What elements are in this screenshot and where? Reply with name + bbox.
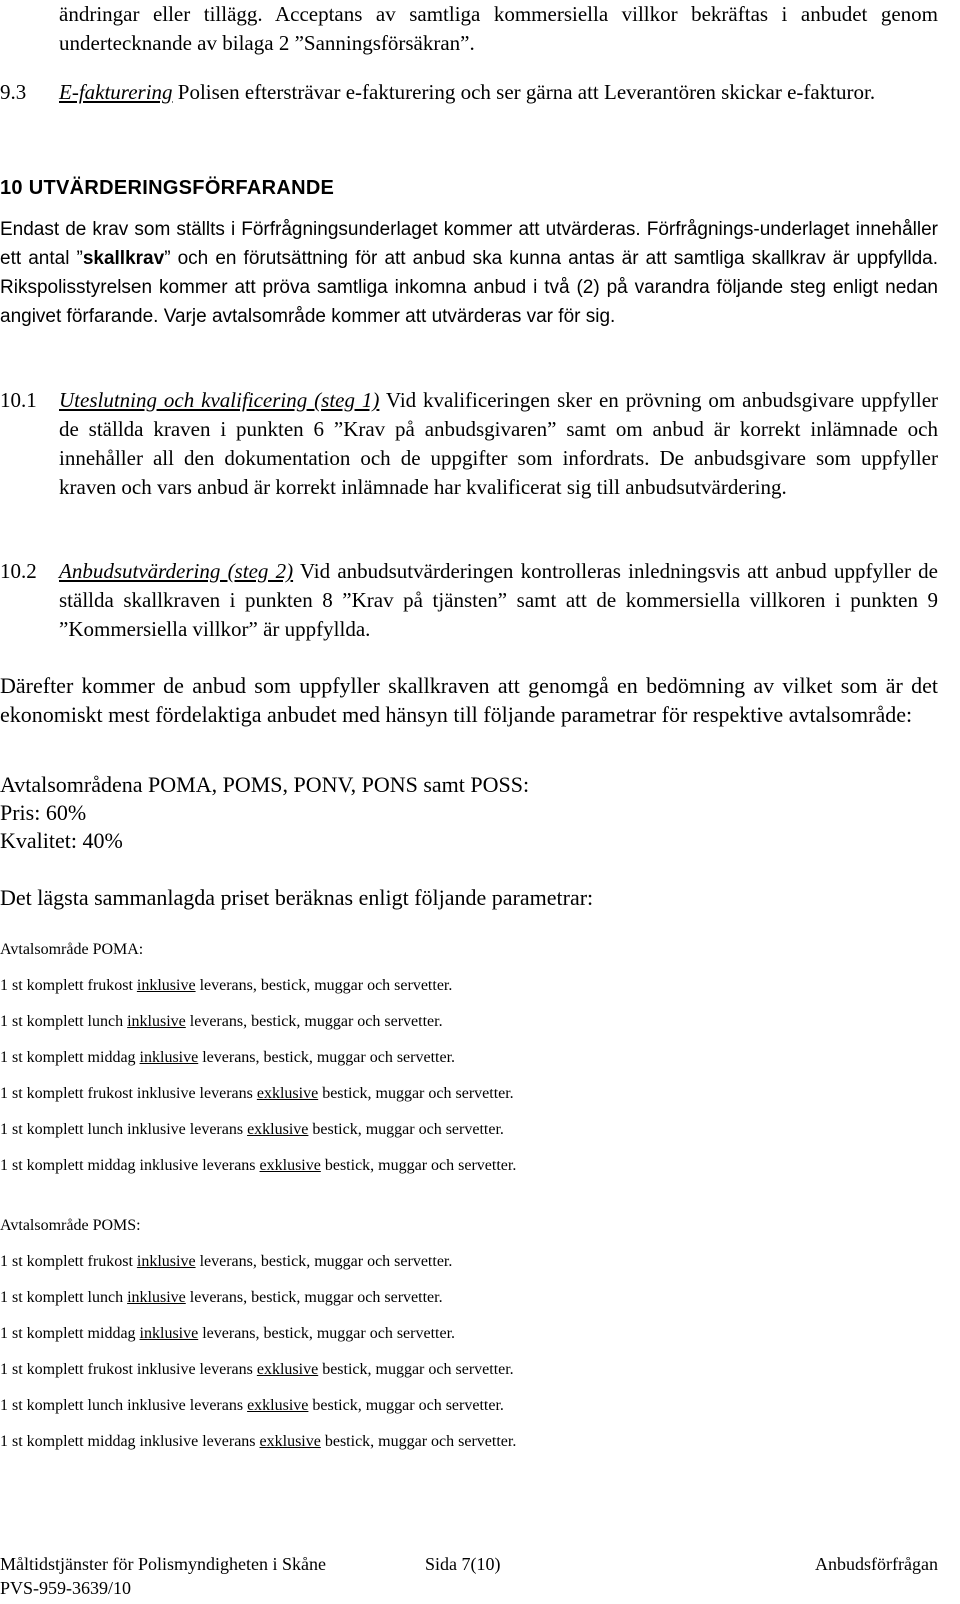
- item-text: 1 st komplett lunch: [0, 1289, 128, 1306]
- item-text: 1 st komplett lunch inklusive leverans: [0, 1397, 248, 1414]
- item-text: 1 st komplett frukost inklusive leverans: [0, 1361, 257, 1378]
- item-underlined: exklusive: [259, 1433, 321, 1450]
- evaluation-paragraph: Därefter kommer de anbud som uppfyller skallkraven att genomgå en bedömning av vilket som är det ekonomiskt mest fördelaktiga anbudet med hänsyn till följande parametrar för respektive avtalsområde:: [0, 673, 938, 727]
- price-weight: Pris: 60%: [0, 800, 87, 825]
- list-item: [0, 1252, 452, 1272]
- section-text: Vid anbudsutvärderingen kontrolleras inledningsvis att anbud uppfyller de ställda skallkraven i punkten 8 ”Krav på tjänsten” samt att de kommersiella villkoren i punkten 9 ”Kommersiella villkor” är uppfyllda.: [59, 559, 938, 641]
- section-9-3-paragraph: [59, 78, 938, 107]
- section-title: Uteslutning och kvalificering (steg 1): [59, 388, 380, 412]
- list-item: [0, 1084, 514, 1104]
- item-text: bestick, muggar och servetter.: [308, 1397, 504, 1414]
- poms-title: Avtalsområde POMS:: [0, 1217, 141, 1234]
- section-title: Anbudsutvärdering (steg 2): [59, 559, 294, 583]
- item-underlined: inklusive: [136, 977, 196, 994]
- list-item: [0, 1324, 455, 1344]
- item-text: leverans, bestick, muggar och servetter.: [195, 1253, 453, 1270]
- list-item: [0, 1396, 504, 1416]
- section-10-paragraph: [0, 215, 938, 331]
- quality-weight: Kvalitet: 40%: [0, 828, 123, 853]
- intro-text: ändringar eller tillägg. Acceptans av samtliga kommersiella villkor bekräftas i anbudet genom undertecknande av bilaga 2 ”Sanningsförsäkran”.: [59, 2, 938, 55]
- item-text: bestick, muggar och servetter.: [308, 1121, 504, 1138]
- item-text: bestick, muggar och servetter.: [320, 1433, 517, 1450]
- footer-page-number: Sida 7(10): [425, 1554, 501, 1574]
- item-underlined: exklusive: [256, 1361, 319, 1378]
- section-text: Polisen eftersträvar e-fakturering och ser gärna att Leverantören skickar e-fakturor.: [172, 80, 876, 104]
- item-underlined: inklusive: [127, 1013, 186, 1030]
- section-number: 10.1: [0, 388, 37, 412]
- intro-paragraph: [59, 0, 938, 58]
- poma-title: Avtalsområde POMA:: [0, 941, 144, 958]
- item-text: 1 st komplett middag: [0, 1049, 140, 1066]
- item-underlined: inklusive: [139, 1325, 199, 1342]
- item-underlined: inklusive: [127, 1289, 186, 1306]
- section-text: Vid kvalificeringen sker en prövning om anbudsgivare uppfyller de ställda kraven i punkten 6 ”Krav på anbudsgivaren” samt om anbud är korrekt inlämnade och innehåller all den dokumentation och de uppgifter som infordrats. De anbudsgivare som uppfyller kraven och vars anbud är korrekt inlämnade har kvalificerat sig till anbudsutvärdering.: [59, 388, 939, 499]
- item-underlined: inklusive: [136, 1253, 196, 1270]
- areas-line: Avtalsområdena POMA, POMS, PONV, PONS samt POSS:: [0, 772, 530, 797]
- section-title: E-fakturering: [59, 80, 173, 104]
- item-text: 1 st komplett middag: [0, 1325, 140, 1342]
- item-text: leverans, bestick, muggar och servetter.: [198, 1325, 456, 1342]
- section-10-heading: [0, 174, 334, 203]
- item-text: 1 st komplett frukost: [0, 1253, 137, 1270]
- item-text: leverans, bestick, muggar och servetter.: [195, 977, 453, 994]
- item-underlined: exklusive: [247, 1121, 309, 1138]
- list-item: [0, 1432, 516, 1452]
- footer-title: Måltidstjänster för Polismyndigheten i Skåne: [0, 1554, 326, 1574]
- section-10-2-paragraph: [59, 557, 938, 644]
- item-text: bestick, muggar och servetter.: [318, 1085, 514, 1102]
- item-text: bestick, muggar och servetter.: [318, 1361, 514, 1378]
- item-underlined: inklusive: [139, 1049, 199, 1066]
- p1-bold: skallkrav: [82, 248, 165, 269]
- list-item: [0, 1012, 443, 1032]
- heading-text: 10 UTVÄRDERINGSFÖRFARANDE: [0, 177, 335, 199]
- footer-reference: PVS-959-3639/10: [0, 1578, 132, 1598]
- list-item: [0, 1156, 516, 1176]
- item-text: 1 st komplett middag inklusive leverans: [0, 1157, 260, 1174]
- section-number: 10.2: [0, 559, 37, 583]
- list-item: [0, 1360, 514, 1380]
- item-text: 1 st komplett lunch: [0, 1013, 128, 1030]
- list-item: [0, 1288, 443, 1308]
- item-text: leverans, bestick, muggar och servetter.: [198, 1049, 456, 1066]
- lowest-price-line: Det lägsta sammanlagda priset beräknas enligt följande parametrar:: [0, 885, 594, 910]
- list-item: [0, 1120, 504, 1140]
- item-underlined: exklusive: [247, 1397, 309, 1414]
- list-item: [0, 1048, 455, 1068]
- section-number: 9.3: [0, 80, 27, 104]
- item-text: leverans, bestick, muggar och servetter.: [185, 1289, 443, 1306]
- item-underlined: exklusive: [259, 1157, 321, 1174]
- item-text: 1 st komplett frukost: [0, 977, 137, 994]
- item-text: bestick, muggar och servetter.: [320, 1157, 517, 1174]
- item-text: 1 st komplett middag inklusive leverans: [0, 1433, 260, 1450]
- item-underlined: exklusive: [256, 1085, 319, 1102]
- item-text: leverans, bestick, muggar och servetter.: [185, 1013, 443, 1030]
- p1-part-a: Endast de krav som ställts i Förfrågningsunderlaget kommer att utvärderas. Förfrågnings-underlaget innehåller ett antal ”: [0, 219, 938, 269]
- item-text: 1 st komplett frukost inklusive leverans: [0, 1085, 257, 1102]
- p1-part-b: ” och en förutsättning för att anbud ska kunna antas är att samtliga skallkrav är uppfyllda. Rikspolisstyrelsen kommer att pröva samtliga inkomna anbud i två (2) på varandra följande steg enligt nedan angivet förfarande. Varje avtalsområde kommer att utvärderas var för sig.: [0, 248, 938, 327]
- item-text: 1 st komplett lunch inklusive leverans: [0, 1121, 248, 1138]
- footer-doc-type: Anbudsförfrågan: [815, 1554, 938, 1574]
- section-10-1-paragraph: [59, 386, 938, 502]
- list-item: [0, 976, 452, 996]
